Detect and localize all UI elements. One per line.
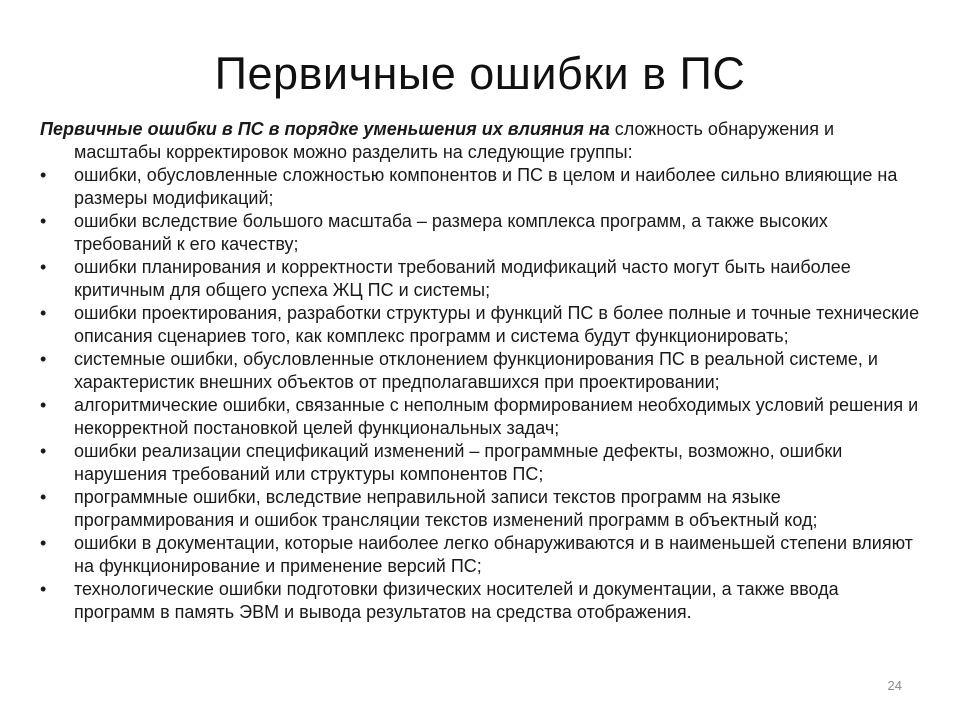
list-item bbox=[40, 532, 920, 578]
bullet-icon: • bbox=[40, 579, 47, 599]
list-item bbox=[40, 348, 920, 394]
bullet-icon: • bbox=[40, 211, 47, 231]
bullet-icon: • bbox=[40, 487, 47, 507]
list-item-text: алгоритмические ошибки, связанные с неполным формированием необходимых условий решения и некорректной постановкой целей функциональных задач; bbox=[74, 395, 919, 438]
list-item-text: программные ошибки, вследствие неправильной записи текстов программ на языке программирования и ошибок трансляции текстов изменений программ в объектный код; bbox=[74, 487, 818, 530]
list-item bbox=[40, 164, 920, 210]
bullet-icon: • bbox=[40, 303, 47, 323]
list-item bbox=[40, 394, 920, 440]
list-item bbox=[40, 210, 920, 256]
list-item-text: ошибки в документации, которые наиболее легко обнаруживаются и в наименьшей степени влияют на функционирование и применение версий ПС; bbox=[74, 533, 913, 576]
bullet-icon: • bbox=[40, 441, 47, 461]
bullet-icon: • bbox=[40, 349, 47, 369]
list-item bbox=[40, 578, 920, 624]
list-item bbox=[40, 302, 920, 348]
intro-rest: сложность обнаружения и масштабы корректировок можно разделить на следующие группы: bbox=[74, 119, 835, 162]
intro-paragraph bbox=[40, 118, 920, 164]
bullet-icon: • bbox=[40, 395, 47, 415]
bullet-icon: • bbox=[40, 533, 47, 553]
error-list bbox=[40, 164, 920, 624]
list-item-text: системные ошибки, обусловленные отклонением функционирования ПС в реальной системе, и характеристик внешних объектов от предполагавшихся при проектировании; bbox=[74, 349, 878, 392]
slide-title: Первичные ошибки в ПС bbox=[214, 48, 746, 99]
list-item-text: ошибки, обусловленные сложностью компонентов и ПС в целом и наиболее сильно влияющие на размеры модификаций; bbox=[74, 165, 898, 208]
list-item-text: технологические ошибки подготовки физических носителей и документации, а также ввода программ в память ЭВМ и вывода результатов на средства отображения. bbox=[74, 579, 839, 622]
list-item bbox=[40, 440, 920, 486]
list-item-text: ошибки планирования и корректности требований модификаций часто могут быть наиболее критичным для общего успеха ЖЦ ПС и системы; bbox=[74, 257, 851, 300]
intro-lead: Первичные ошибки в ПС в порядке уменьшения их влияния на bbox=[40, 119, 610, 139]
list-item-text: ошибки проектирования, разработки структуры и функций ПС в более полные и точные технические описания сценариев того, как комплекс программ и система будут функционировать; bbox=[74, 303, 920, 346]
list-item-text: ошибки вследствие большого масштаба – размера комплекса программ, а также высоких требований к его качеству; bbox=[74, 211, 828, 254]
slide-body bbox=[40, 118, 920, 624]
page-number: 24 bbox=[887, 678, 902, 693]
list-item bbox=[40, 256, 920, 302]
list-item-text: ошибки реализации спецификаций изменений – программные дефекты, возможно, ошибки нарушения требований или структуры компонентов ПС; bbox=[74, 441, 843, 484]
list-item bbox=[40, 486, 920, 532]
bullet-icon: • bbox=[40, 165, 47, 185]
bullet-icon: • bbox=[40, 257, 47, 277]
